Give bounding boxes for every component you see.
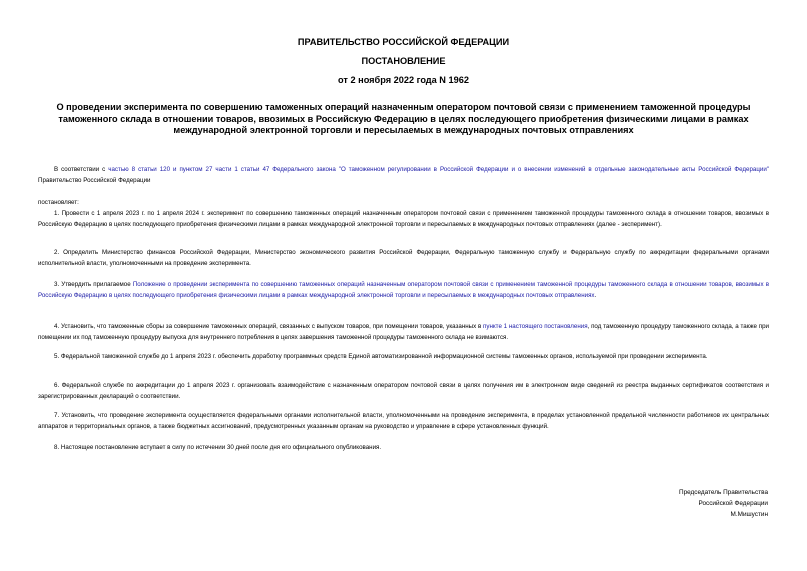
paragraph-3-suffix: . — [594, 291, 597, 299]
document-title: О проведении эксперимента по совершению таможенных операций назначенным оператором почтовой связи с применением таможенной процедуры таможенного склада в отношении товаров, ввозимых в Российскую Федерацию в целях последующего приобретения физическими лицами в рамках международной электронной торговли и пересылаемых в международных почтовых отправлениях — [56, 102, 751, 135]
preamble-law-link[interactable]: частью 8 статьи 120 и пунктом 27 части 1 статьи 47 Федерального закона "О таможенном регулировании в Российской Федерации и о внесении изменений в отдельные законодательные акты Российской Федерации" — [108, 166, 770, 173]
signature-position: Председатель Правительства — [679, 489, 768, 496]
paragraph-4-prefix: 4. Установить, что таможенные сборы за совершение таможенных операций, связанных с выпуском товаров, при помещении товаров, указанных в — [54, 323, 484, 330]
clause-1-link[interactable]: пункте 1 настоящего постановления — [483, 323, 588, 330]
paragraph-1: 1. Провести с 1 апреля 2023 г. по 1 апреля 2024 г. эксперимент по совершению таможенных операций назначенным оператором почтовой связи с применением таможенной процедуры таможенного склада в отношении товаров, ввозимых в Российскую Федерацию в целях последующего приобретения физическими лицами в рамках международной электронной торговли и пересылаемых в международных почтовых отправлениях (далее - эксперимент). — [38, 210, 769, 228]
regulation-link[interactable]: Положение о проведении эксперимента по совершению таможенных операций назначенным оператором почтовой связи с применением таможенной процедуры таможенного склада в отношении товаров, ввозимых в Российскую Федерацию в целях последующего приобретения физическими лицами в рамках международной электронной торговли и пересылаемых в международных почтовых отправлениях — [38, 281, 769, 299]
paragraph-3-prefix: 3. Утвердить прилагаемое — [54, 281, 133, 288]
preamble-suffix: Правительство Российской Федерации — [38, 176, 151, 184]
paragraph-2: 2. Определить Министерство финансов Российской Федерации, Министерство экономического развития Российской Федерации, Федеральную таможенную службу и Федеральную службу по аккредитации федеральными органами исполнительной власти, уполномоченными на проведение эксперимента. — [38, 249, 769, 267]
document-type: ПОСТАНОВЛЕНИЕ — [361, 56, 446, 66]
paragraph-4 — [38, 322, 769, 343]
government-heading: ПРАВИТЕЛЬСТВО РОССИЙСКОЙ ФЕДЕРАЦИИ — [297, 37, 510, 47]
preamble-prefix: В соответствии с — [54, 166, 109, 173]
paragraph-3 — [38, 280, 769, 301]
signature-block — [679, 487, 768, 521]
signature-name: М.Мишустин — [730, 511, 768, 519]
paragraph-8: 8. Настоящее постановление вступает в силу по истечении 30 дней после дня его официального опубликования. — [54, 444, 382, 451]
paragraph-7: 7. Установить, что проведение эксперимента осуществляется федеральными органами исполнительной власти, уполномоченными на проведение эксперимента, в пределах установленной предельной численности работников их центральных аппаратов и территориальных органов, а также бюджетных ассигнований, предусмотренных указанным органам на руководство и управление в сфере установленных функций. — [38, 412, 769, 430]
paragraph-4-suffix: , под таможенную процедуру таможенного склада, а также при помещении их под таможенную процедуру выпуска для внутреннего потребления в целях завершения таможенной процедуры таможенного склада не взимаются. — [38, 323, 770, 341]
paragraph-6: 6. Федеральной службе по аккредитации до 1 апреля 2023 г. организовать взаимодействие с назначенным оператором почтовой связи в целях получения им в электронном виде сведений из реестра выданных сертификатов соответствия и зарегистрированных деклараций о соответствии. — [38, 382, 769, 400]
signature-country: Российской Федерации — [698, 500, 768, 508]
paragraph-5: 5. Федеральной таможенной службе до 1 апреля 2023 г. обеспечить доработку программных средств Единой автоматизированной информационной системы таможенных органов, используемой при проведении эксперимента. — [54, 353, 708, 360]
preamble-paragraph — [38, 165, 769, 186]
decrees-line: постановляет: — [38, 199, 79, 206]
document-date-number: от 2 ноября 2022 года N 1962 — [338, 75, 469, 85]
